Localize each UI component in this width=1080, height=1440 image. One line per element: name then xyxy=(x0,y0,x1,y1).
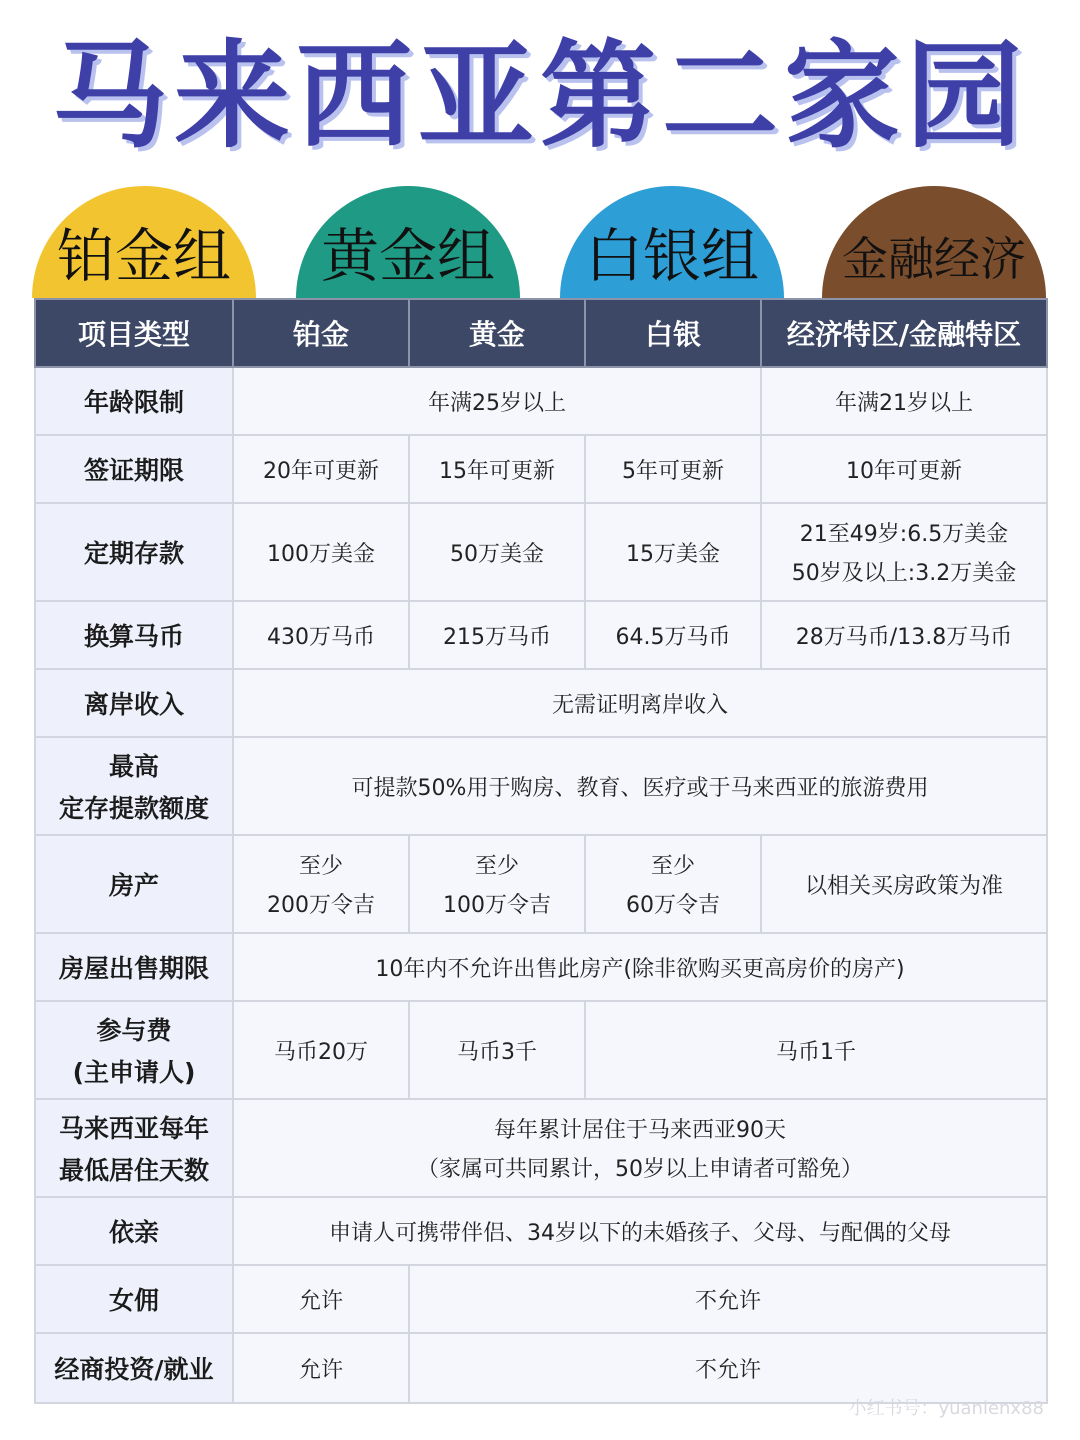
cell: 64.5万马币 xyxy=(585,601,761,669)
watermark: 小红书号：yuanienx88 xyxy=(848,1398,1044,1419)
cell: 50万美金 xyxy=(409,503,585,601)
cell: 年满21岁以上 xyxy=(761,367,1047,435)
table-row xyxy=(35,1099,1047,1197)
table-row xyxy=(35,1197,1047,1265)
comparison-table xyxy=(34,298,1048,1404)
cell: 马币20万 xyxy=(233,1001,409,1099)
cell-line: 200万令吉 xyxy=(267,893,375,918)
header-row xyxy=(35,299,1047,367)
table-row xyxy=(35,1001,1047,1099)
row-label-line: 定存提款额度 xyxy=(58,794,209,823)
table-row xyxy=(35,435,1047,503)
cell: 28万马币/13.8万马币 xyxy=(761,601,1047,669)
cell-line: 至少 xyxy=(650,854,695,879)
table-row xyxy=(35,835,1047,933)
cell-line: 60万令吉 xyxy=(626,893,720,918)
cell: 15年可更新 xyxy=(409,435,585,503)
header-type: 项目类型 xyxy=(35,299,233,367)
table-row xyxy=(35,737,1047,835)
cell xyxy=(409,835,585,933)
cell: 马币1千 xyxy=(585,1001,1047,1099)
cell: 无需证明离岸收入 xyxy=(233,669,1047,737)
row-label xyxy=(35,737,233,835)
cell-line: 至少 xyxy=(474,854,519,879)
cell: 20年可更新 xyxy=(233,435,409,503)
cell: 允许 xyxy=(233,1333,409,1403)
table-row xyxy=(35,1265,1047,1333)
cell: 年满25岁以上 xyxy=(233,367,761,435)
cell-line: 50岁及以上:3.2万美金 xyxy=(791,561,1017,586)
row-label: 签证期限 xyxy=(35,435,233,503)
tab-finance: 金融经济 xyxy=(822,186,1046,298)
header-silver: 白银 xyxy=(585,299,761,367)
row-label: 房屋出售期限 xyxy=(35,933,233,1001)
header-special-zone: 经济特区/金融特区 xyxy=(761,299,1047,367)
row-label-line: (主申请人) xyxy=(72,1058,196,1087)
cell: 10年可更新 xyxy=(761,435,1047,503)
header-gold: 黄金 xyxy=(409,299,585,367)
row-label: 定期存款 xyxy=(35,503,233,601)
cell xyxy=(585,835,761,933)
row-label: 经商投资/就业 xyxy=(35,1333,233,1403)
row-label: 年龄限制 xyxy=(35,367,233,435)
cell: 215万马币 xyxy=(409,601,585,669)
row-label-line: 最低居住天数 xyxy=(58,1156,209,1185)
table-row xyxy=(35,933,1047,1001)
cell-line: 100万令吉 xyxy=(443,893,551,918)
cell: 可提款50%用于购房、教育、医疗或于马来西亚的旅游费用 xyxy=(233,737,1047,835)
row-label-line: 最高 xyxy=(108,752,159,781)
table-row xyxy=(35,601,1047,669)
cell: 100万美金 xyxy=(233,503,409,601)
cell-line: 每年累计居住于马来西亚90天 xyxy=(494,1118,786,1143)
cell-line: 至少 xyxy=(298,854,343,879)
row-label xyxy=(35,1099,233,1197)
cell: 不允许 xyxy=(409,1333,1047,1403)
cell-line: （家属可共同累计，50岁以上申请者可豁免） xyxy=(417,1157,863,1182)
page-title: 马来西亚第二家园 xyxy=(52,29,1028,164)
row-label xyxy=(35,1001,233,1099)
row-label-line: 马来西亚每年 xyxy=(58,1114,209,1143)
row-label: 离岸收入 xyxy=(35,669,233,737)
cell: 15万美金 xyxy=(585,503,761,601)
row-label: 女佣 xyxy=(35,1265,233,1333)
cell xyxy=(233,835,409,933)
table-row xyxy=(35,367,1047,435)
row-label: 换算马币 xyxy=(35,601,233,669)
header-platinum: 铂金 xyxy=(233,299,409,367)
tab-gold: 黄金组 xyxy=(296,186,520,298)
table-row xyxy=(35,1333,1047,1403)
cell: 申请人可携带伴侣、34岁以下的未婚孩子、父母、与配偶的父母 xyxy=(233,1197,1047,1265)
tab-silver: 白银组 xyxy=(560,186,784,298)
tab-platinum: 铂金组 xyxy=(32,186,256,298)
cell xyxy=(233,1099,1047,1197)
cell: 以相关买房政策为准 xyxy=(761,835,1047,933)
table-row xyxy=(35,503,1047,601)
cell: 允许 xyxy=(233,1265,409,1333)
cell: 5年可更新 xyxy=(585,435,761,503)
cell-line: 21至49岁:6.5万美金 xyxy=(799,522,1009,547)
row-label: 房产 xyxy=(35,835,233,933)
cell xyxy=(761,503,1047,601)
cell: 430万马币 xyxy=(233,601,409,669)
table-row xyxy=(35,669,1047,737)
row-label: 依亲 xyxy=(35,1197,233,1265)
row-label-line: 参与费 xyxy=(96,1016,172,1045)
cell: 10年内不允许出售此房产(除非欲购买更高房价的房产) xyxy=(233,933,1047,1001)
cell: 不允许 xyxy=(409,1265,1047,1333)
cell: 马币3千 xyxy=(409,1001,585,1099)
